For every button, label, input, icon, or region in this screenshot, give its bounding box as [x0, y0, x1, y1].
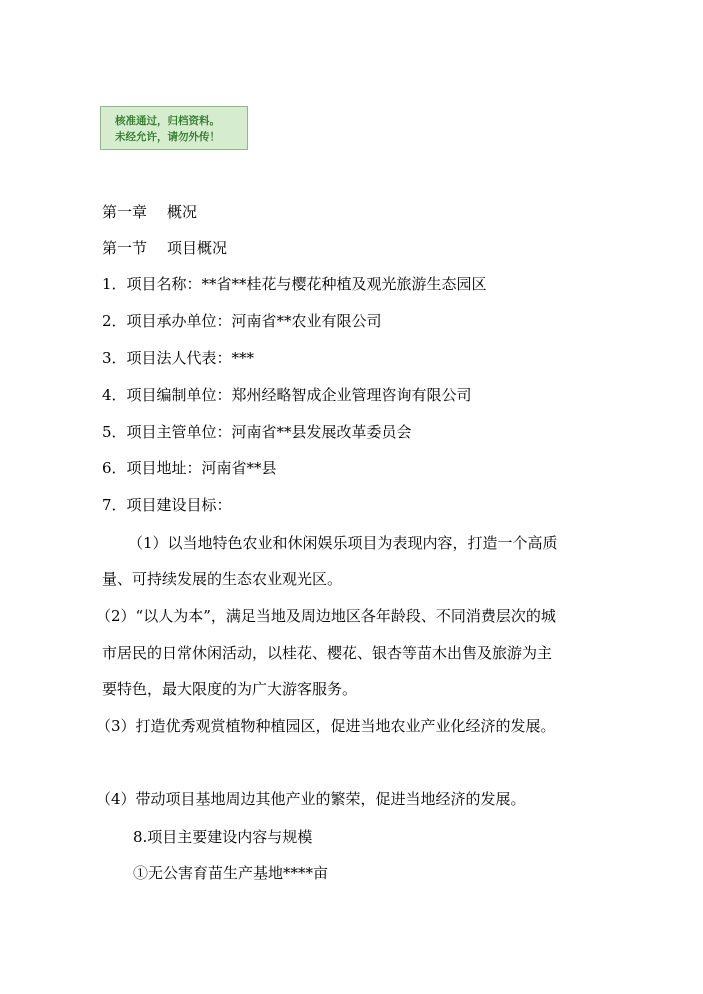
item-supervising-unit: 5．项目主管单位：河南省**县发展改革委员会 — [102, 423, 412, 441]
stamp-line-1: 核准通过，归档资料。 — [115, 115, 220, 127]
goal-4: （4）带动项目基地周边其他产业的繁荣，促进当地经济的发展。 — [96, 790, 526, 808]
goal-3: （3）打造优秀观赏植物种植园区，促进当地农业产业化经济的发展。 — [96, 717, 556, 735]
section-heading — [102, 237, 227, 259]
item-construction-goals: 7．项目建设目标： — [102, 496, 232, 514]
goal-2-line-1: （2）“以人为本”，满足当地及周边地区各年龄段、不同消费层次的城 — [96, 607, 556, 625]
item-main-construction-sub-1: ①无公害育苗生产基地****亩 — [133, 864, 329, 882]
approval-stamp — [100, 106, 248, 150]
chapter-title: 概况 — [167, 203, 198, 221]
item-project-name: 1．项目名称：**省**桂花与樱花种植及观光旅游生态园区 — [102, 275, 487, 293]
item-project-address: 6．项目地址：河南省**县 — [102, 459, 277, 477]
chapter-heading — [102, 201, 197, 223]
item-compiling-unit: 4．项目编制单位：郑州经略智成企业管理咨询有限公司 — [102, 386, 472, 404]
goal-1-line-1: （1）以当地特色农业和休闲娱乐项目为表现内容，打造一个高质 — [128, 534, 558, 552]
stamp-line-2: 未经允许，请勿外传！ — [115, 131, 220, 143]
goal-2-line-2: 市居民的日常休闲活动，以桂花、樱花、银杏等苗木出售及旅游为主 — [102, 644, 553, 662]
item-main-construction: 8.项目主要建设内容与规模 — [133, 828, 313, 846]
section-title: 项目概况 — [167, 239, 228, 257]
item-undertaking-unit: 2．项目承办单位：河南省**农业有限公司 — [102, 312, 382, 330]
goal-1-line-2: 量、可持续发展的生态农业观光区。 — [102, 570, 343, 588]
chapter-label: 第一章 — [102, 203, 148, 221]
goal-2-line-3: 要特色，最大限度的为广大游客服务。 — [102, 680, 358, 698]
section-label: 第一节 — [102, 239, 148, 257]
item-legal-representative: 3．项目法人代表：*** — [102, 349, 255, 367]
